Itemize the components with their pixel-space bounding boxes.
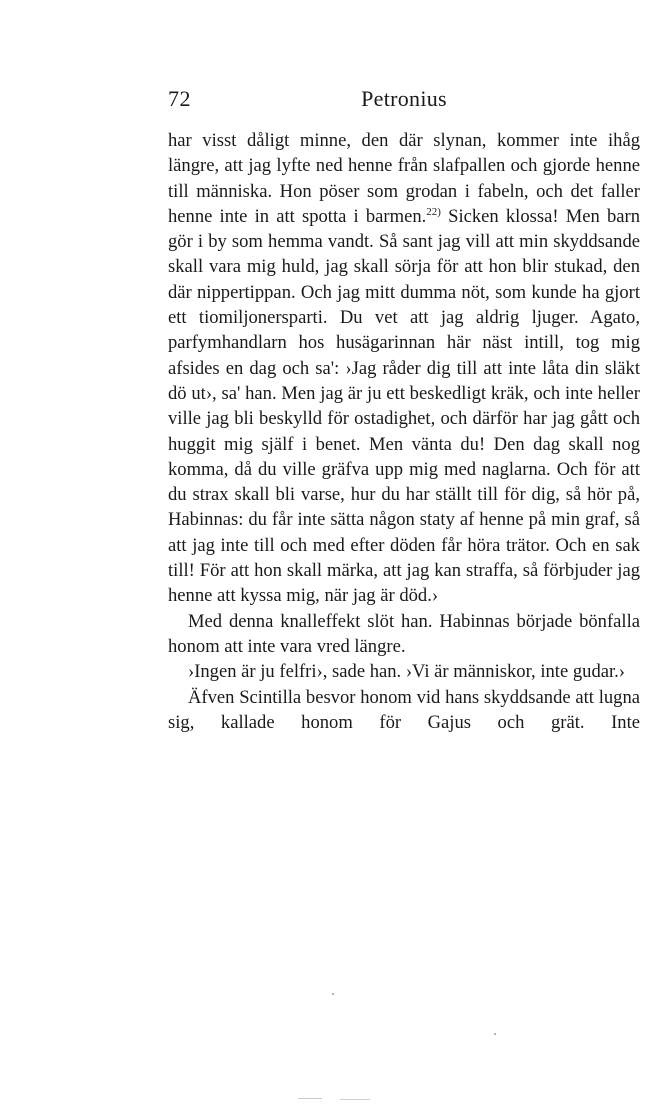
bleed-through-mark [340,1099,370,1100]
paper-speck [332,993,334,995]
page-number: 72 [168,86,191,111]
running-title: Petronius [361,86,447,111]
paragraph-1-text-b: Sicken klossa! Men barn gör i by som hemma vandt. Så sant jag vill att min skyddsande skall vara mig huld, jag skall sörja för att hon blir stukad, den där nippertippan. Och jag mitt dumma nöt, som kunde ha gjort ett tiomiljonersparti. Du vet att jag aldrig ljuger. Agato, parfymhandlarn hos husägarinnan här näst intill, tog mig afsides en dag och sa': ›Jag råder dig till att inte låta din släkt dö ut›, sa' han. Men jag är ju ett beskedligt kräk, och inte heller ville jag bli beskylld för ostadighet, och därför har jag gått och huggit mig själf i benet. Men vänta du! Den dag skall nog komma, då du ville gräfva upp mig med naglarna. Och för att du strax skall bli varse, hur du har ställt till för dig, så hör på, Habinnas: du får inte sätta någon staty af henne på min graf, så att jag inte till och med efter döden får höra trätor. Och en sak till! För att hon skall märka, att jag kan straffa, så förbjuder jag henne att kyssa mig, när jag är död.› [168,205,641,607]
body-text [168,128,640,735]
bleed-through-mark [298,1098,322,1099]
paragraph-1 [168,128,640,609]
footnote-marker: 22) [426,205,441,218]
paragraph-3: ›Ingen är ju felfri›, sade han. ›Vi är människor, inte gudar.› [188,661,625,683]
paper-speck [494,1033,496,1035]
paragraph-2: Med denna knalleffekt slöt han. Habinnas började bönfalla honom att inte vara vred längre. [168,610,640,657]
paragraph-4: Äfven Scintilla besvor honom vid hans skyddsande att lugna sig, kallade honom för Gajus och grät. Inte [168,686,640,733]
paragraph-1-text-a: har visst dåligt minne, den där slynan, kommer inte ihåg längre, att jag lyfte ned henne från slafpallen och gjorde henne till människa. Hon pöser som grodan i fabeln, och det faller henne inte in att spotta i barmen. [168,130,640,227]
page-header [168,86,640,116]
